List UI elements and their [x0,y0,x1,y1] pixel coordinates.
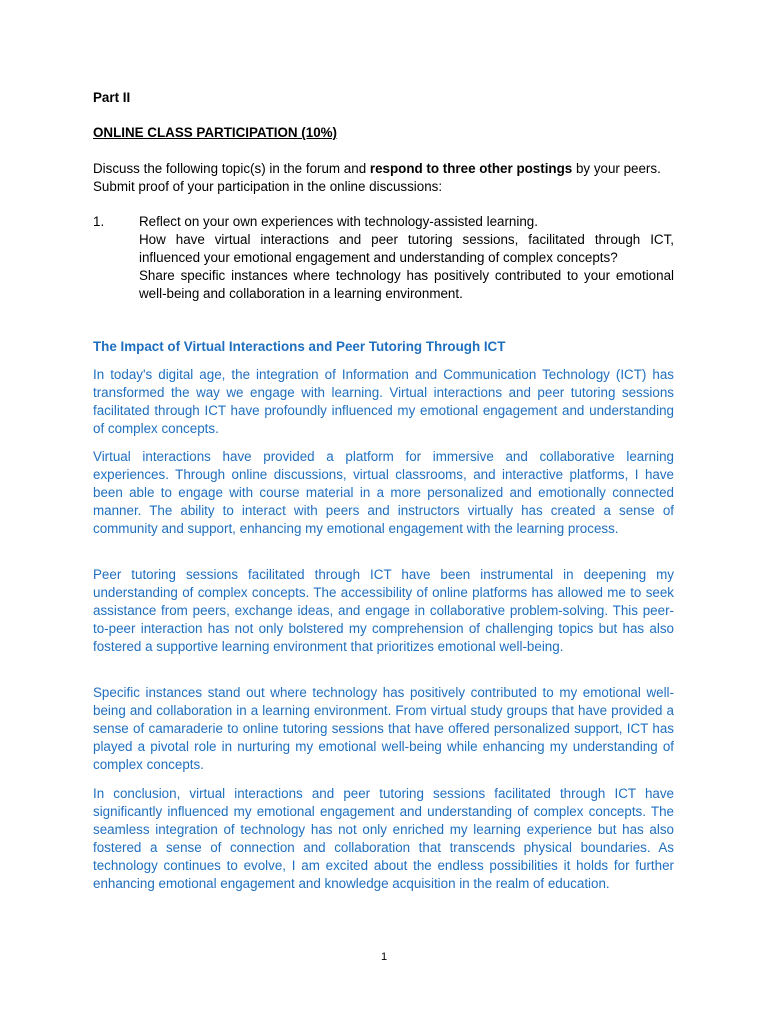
instructions-bold: respond to three other postings [369,161,573,176]
page-number: 1 [380,951,388,963]
part-label: Part II [93,90,131,105]
essay-paragraph: Virtual interactions have provided a platform for immersive and collaborative learning experiences. Through online discussions, virtual classrooms, and interactive platforms, I have been able to engage with course material in a more personalized and emotionally connected manner. The ability to interact with peers and instructors virtually has created a sense of community and support, enhancing my emotional engagement with the learning process. [93,449,674,536]
question-line: Share specific instances where technology has positively contributed to your emotional well-being and collaboration in a learning environment. [139,267,674,301]
instructions-after: by your peers. Submit proof of your participation in the online discussions: [93,161,661,194]
essay-paragraph: Peer tutoring sessions facilitated through ICT have been instrumental in deepening my understanding of complex concepts. The accessibility of online platforms has allowed me to seek assistance from peers, exchange ideas, and engage in collaborative problem-solving. This peer-to-peer interaction has not only bolstered my comprehension of challenging topics but has also fostered a supportive learning environment that prioritizes emotional well-being. [93,567,674,654]
question-list [93,213,674,303]
instructions-before: Discuss the following topic(s) in the forum and [93,161,370,176]
section-title: ONLINE CLASS PARTICIPATION (10%) [93,125,338,140]
essay-paragraph: Specific instances stand out where technology has positively contributed to my emotional well-being and collaboration in a learning environment. From virtual study groups that have provided a sense of camaraderie to online tutoring sessions that have offered personalized support, ICT has played a pivotal role in nurturing my emotional well-being while enhancing my understanding of complex concepts. [93,685,674,772]
essay-paragraph: In conclusion, virtual interactions and peer tutoring sessions facilitated through ICT have significantly influenced my emotional engagement and understanding of complex concepts. The seamless integration of technology has not only enriched my learning experience but has also fostered a sense of connection and collaboration that transcends physical boundaries. As technology continues to evolve, I am excited about the endless possibilities it holds for further enhancing emotional engagement and knowledge acquisition in the realm of education. [93,786,674,891]
question-line: How have virtual interactions and peer tutoring sessions, facilitated through ICT, influenced your emotional engagement and understanding of complex concepts? [139,231,674,265]
question-body [139,213,674,303]
question-number: 1. [93,214,105,229]
essay-paragraph: In today's digital age, the integration of Information and Communication Technology (ICT) has transformed the way we engage with learning. Virtual interactions and peer tutoring sessions facilitated through ICT have profoundly influenced my emotional engagement and understanding of complex concepts. [93,367,674,436]
essay-heading: The Impact of Virtual Interactions and Peer Tutoring Through ICT [93,339,506,354]
instructions [93,160,674,196]
question-line: Reflect on your own experiences with technology-assisted learning. [139,214,538,229]
